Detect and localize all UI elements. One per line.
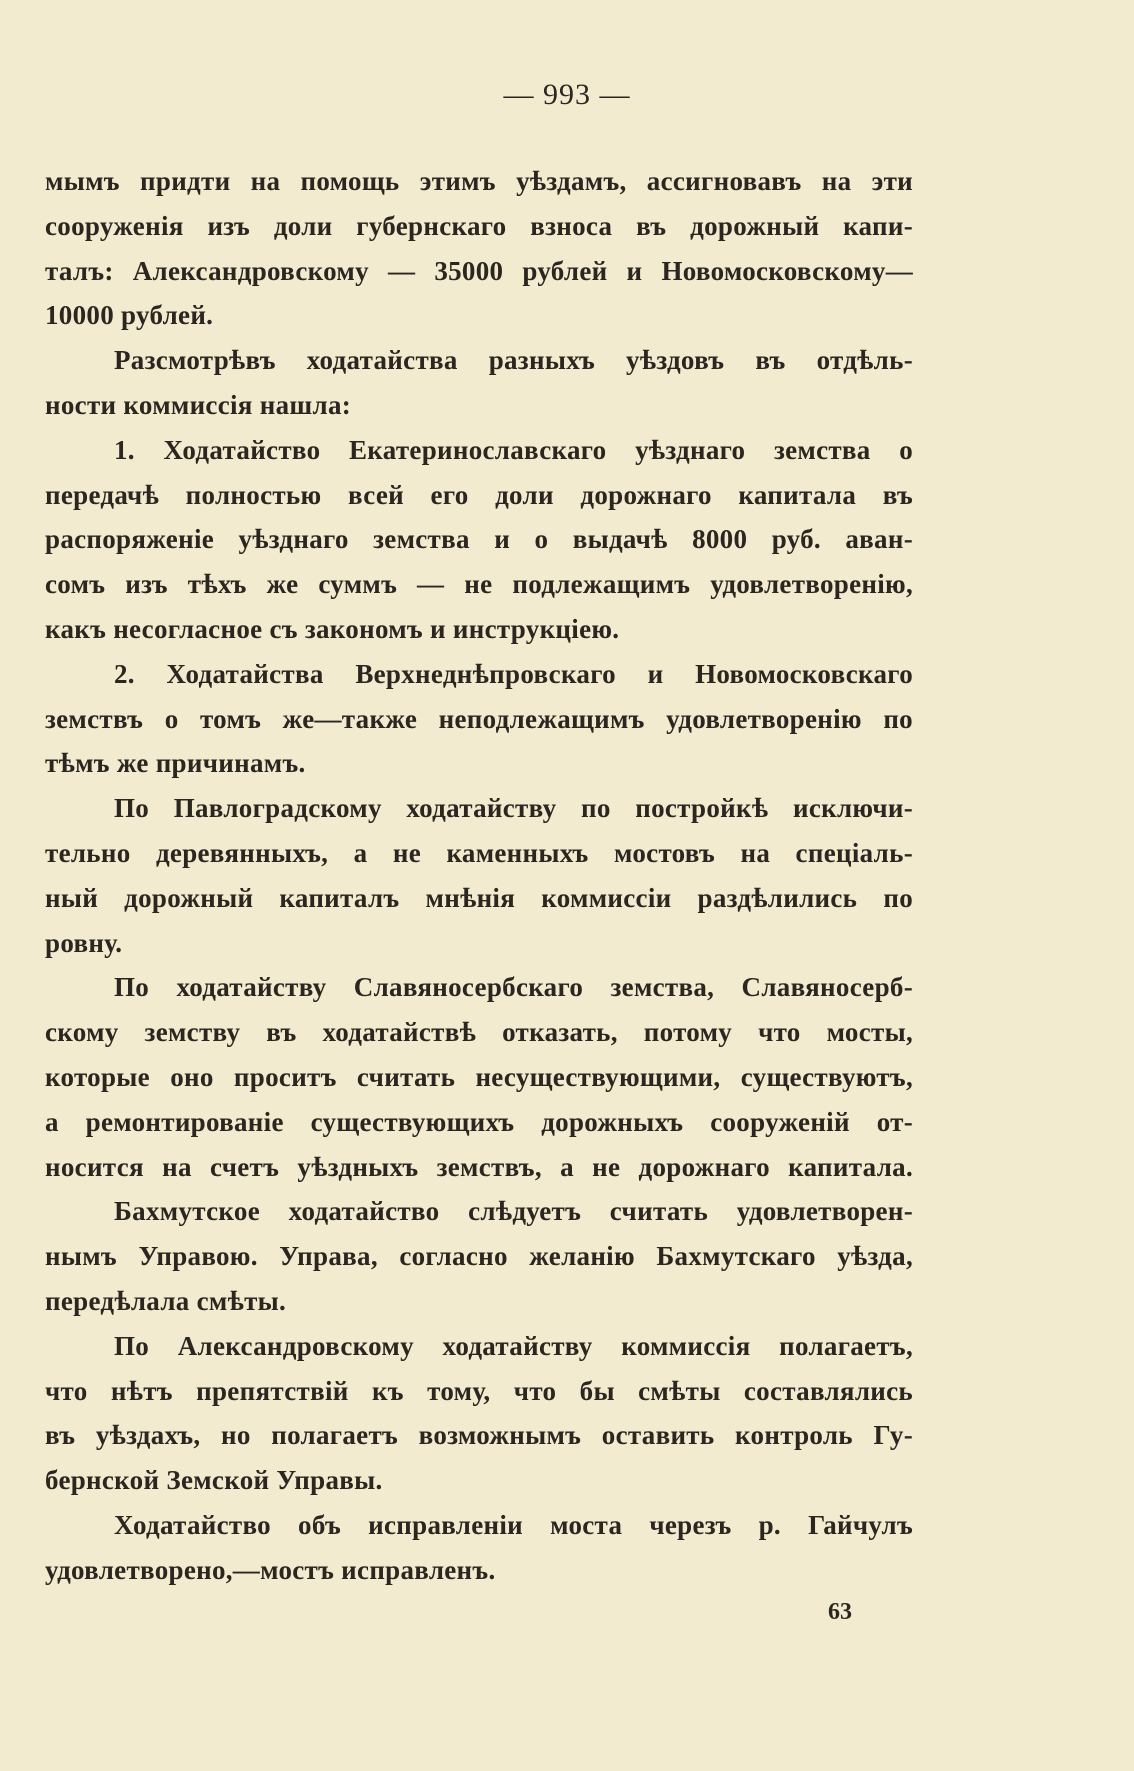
text-line: сооруженія изъ доли губернскаго взноса въ дорожный капи-: [45, 210, 913, 241]
text-line: тѣмъ же причинамъ.: [45, 748, 306, 779]
text-line: мымъ придти на помощь этимъ уѣздамъ, ассигновавъ на эти: [45, 166, 913, 196]
text-line: По Павлоградскому ходатайству по постройкѣ исключи-: [114, 793, 913, 824]
text-line: Бахмутское ходатайство слѣдуетъ считать удовлетворен-: [114, 1196, 913, 1227]
text-line: 1. Ходатайство Екатеринославскаго уѣзднаго земства о: [114, 434, 913, 465]
text-line: ный дорожный капиталъ мнѣнія коммиссіи раздѣлились по: [45, 882, 913, 913]
text-line: въ уѣздахъ, но полагаетъ возможнымъ оставить контроль Гу-: [45, 1420, 913, 1451]
text-line: какъ несогласное съ закономъ и инструкціею.: [45, 613, 620, 644]
body-text: [45, 159, 913, 1593]
text-line: Разсмотрѣвъ ходатайства разныхъ уѣздовъ въ отдѣль-: [114, 345, 913, 376]
text-line: По Александровскому ходатайству коммиссія полагаетъ,: [114, 1330, 913, 1361]
text-line: бернской Земской Управы.: [45, 1465, 383, 1496]
text-line: нымъ Управою. Управа, согласно желанію Бахмутскаго уѣзда,: [45, 1241, 913, 1272]
signature-mark: 63: [828, 1599, 852, 1625]
text-line: носится на счетъ уѣздныхъ земствъ, а не дорожнаго капитала.: [45, 1151, 913, 1182]
text-line: которые оно проситъ считать несуществующими, существуютъ,: [45, 1061, 913, 1092]
text-line: 2. Ходатайства Верхнеднѣпровскаго и Новомосковскаго: [114, 658, 913, 689]
text-line: удовлетворено,—мостъ исправленъ.: [45, 1554, 496, 1585]
text-line: тельно деревянныхъ, а не каменныхъ мостовъ на спеціаль-: [45, 837, 913, 868]
text-line: а ремонтированіе существующихъ дорожныхъ сооруженій от-: [45, 1106, 913, 1137]
text-line: ровну.: [45, 927, 123, 958]
text-line: земствъ о томъ же—также неподлежащимъ удовлетворенію по: [45, 703, 913, 734]
text-line: передѣлала смѣты.: [45, 1285, 287, 1316]
page-number: — 993 —: [503, 78, 631, 111]
text-line: скому земству въ ходатайствѣ отказать, потому что мосты,: [45, 1017, 913, 1048]
text-line: По ходатайству Славяносербскаго земства, Славяносерб-: [114, 972, 913, 1003]
text-line: передачѣ полностью всей его доли дорожнаго капитала въ: [45, 479, 913, 510]
text-line: 10000 рублей.: [45, 300, 214, 331]
text-line: Ходатайство объ исправленіи моста черезъ р. Гайчулъ: [114, 1509, 913, 1540]
text-line: талъ: Александровскому — 35000 рублей и Новомосковскому—: [45, 255, 913, 286]
text-line: распоряженіе уѣзднаго земства и о выдачѣ 8000 руб. аван-: [45, 524, 913, 555]
text-line: что нѣтъ препятствій къ тому, что бы смѣты составлялись: [45, 1375, 913, 1406]
text-line: ности коммиссія нашла:: [45, 389, 352, 420]
text-line: сомъ изъ тѣхъ же суммъ — не подлежащимъ удовлетворенію,: [45, 569, 913, 600]
